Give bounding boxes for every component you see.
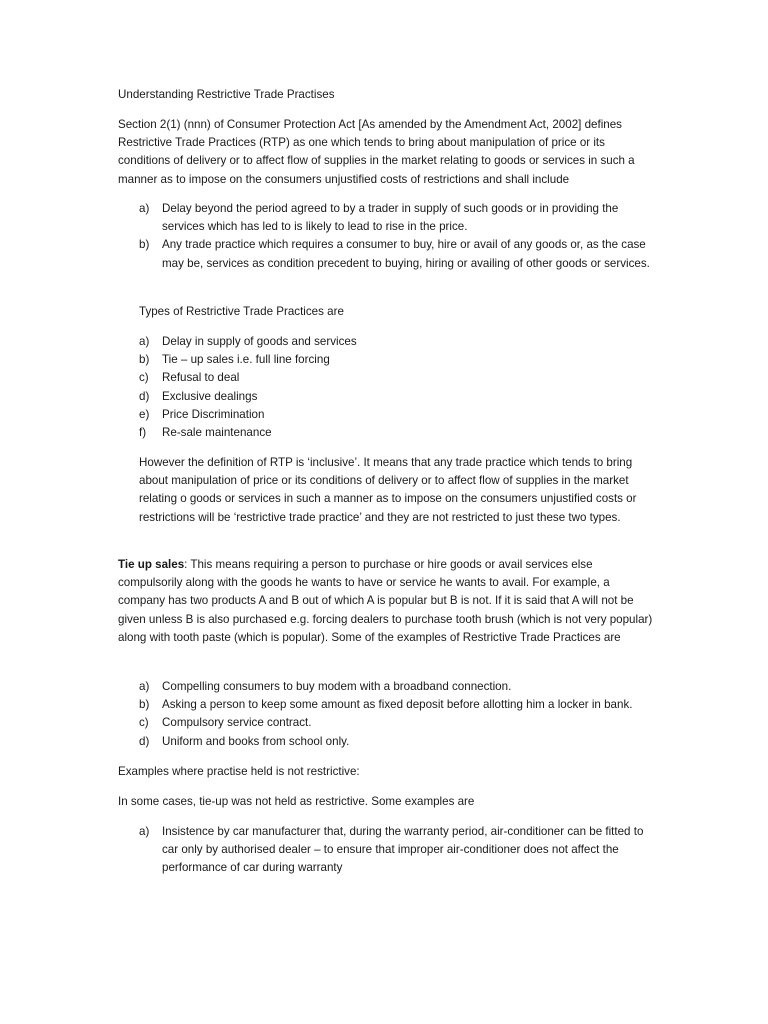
list-marker: c) — [139, 716, 149, 730]
list-item — [139, 200, 658, 236]
list-item-text: Compelling consumers to buy modem with a broadband connection. — [162, 680, 512, 693]
list-item — [139, 678, 658, 696]
list-marker: e) — [139, 407, 150, 421]
list-item-text: Delay beyond the period agreed to by a trader in supply of such goods or in providing the services which has led to is likely to lead to rise in the price. — [162, 202, 619, 234]
list-marker: b) — [139, 698, 150, 712]
list-marker: b) — [139, 238, 150, 252]
examples-list — [139, 678, 658, 751]
list-marker: d) — [139, 389, 150, 403]
tieup-label: Tie up sales — [118, 558, 185, 571]
list-marker: f) — [139, 426, 147, 440]
list-item — [139, 696, 658, 714]
types-list — [139, 333, 658, 442]
inclusive-paragraph: However the definition of RTP is ‘inclusive’. It means that any trade practice which tends to bring about manipulation of price or its conditions of delivery or to affect flow of supplies in the market relating o goods or services in such a manner as to impose on the consumers unjustified costs or restrictions will be ‘restrictive trade practice’ and they are not restricted to just these two types. — [139, 456, 637, 524]
list-marker: a) — [139, 335, 150, 348]
not-restrictive-list — [139, 823, 658, 878]
list-item-text: Delay in supply of goods and services — [162, 335, 357, 348]
list-item — [139, 369, 658, 387]
list-item-text: Insistence by car manufacturer that, during the warranty period, air-conditioner can be fitted to car only by authorised dealer – to ensure that improper air-conditioner does not affect the performance of car during warranty — [162, 825, 644, 875]
types-heading: Types of Restrictive Trade Practices are — [139, 305, 344, 318]
list-item — [139, 714, 658, 732]
list-item-text: Price Discrimination — [162, 407, 265, 421]
not-restrictive-heading: Examples where practise held is not restrictive: — [118, 765, 360, 778]
list-item-text: Uniform and books from school only. — [162, 734, 350, 748]
tieup-paragraph — [118, 556, 658, 647]
list-marker: c) — [139, 371, 149, 385]
list-marker: a) — [139, 680, 150, 693]
list-item-text: Re-sale maintenance — [162, 426, 272, 440]
list-item — [139, 733, 658, 751]
not-restrictive-intro: In some cases, tie-up was not held as restrictive. Some examples are — [118, 795, 475, 808]
list-item-text: Compulsory service contract. — [162, 716, 312, 730]
list-marker: d) — [139, 734, 150, 748]
intro-paragraph: Section 2(1) (nnn) of Consumer Protection Act [As amended by the Amendment Act, 2002] defines Restrictive Trade Practices (RTP) as one which tends to bring about manipulation of price or its conditions of delivery or to affect flow of supplies in the market relating to goods or services in such a manner as to impose on the consumers unjustified costs of restrictions and shall include — [118, 118, 635, 186]
document-title: Understanding Restrictive Trade Practises — [118, 88, 335, 101]
list-item — [139, 424, 658, 442]
list-item-text: Refusal to deal — [162, 371, 240, 385]
list-marker: b) — [139, 353, 150, 367]
list-item — [139, 406, 658, 424]
list-marker: a) — [139, 202, 150, 215]
include-list — [139, 200, 658, 273]
list-item-text: Exclusive dealings — [162, 389, 258, 403]
list-marker: a) — [139, 825, 150, 838]
list-item — [139, 388, 658, 406]
list-item — [139, 823, 658, 878]
list-item-text: Asking a person to keep some amount as fixed deposit before allotting him a locker in bank. — [162, 698, 633, 712]
list-item — [139, 236, 658, 272]
list-item-text: Tie – up sales i.e. full line forcing — [162, 353, 330, 367]
tieup-text: : This means requiring a person to purchase or hire goods or avail services else compulsorily along with the goods he wants to have or service he wants to avail. For example, a company has two products A and B out of which A is popular but B is not. If it is said that A will not be given unless B is also purchased e.g. forcing dealers to purchase tooth brush (which is not very popular) along with tooth paste (which is popular). Some of the examples of Restrictive Trade Practices are — [118, 558, 653, 644]
list-item — [139, 351, 658, 369]
list-item-text: Any trade practice which requires a consumer to buy, hire or avail of any goods or, as the case may be, services as condition precedent to buying, hiring or availing of other goods or services. — [162, 238, 650, 270]
list-item — [139, 333, 658, 351]
